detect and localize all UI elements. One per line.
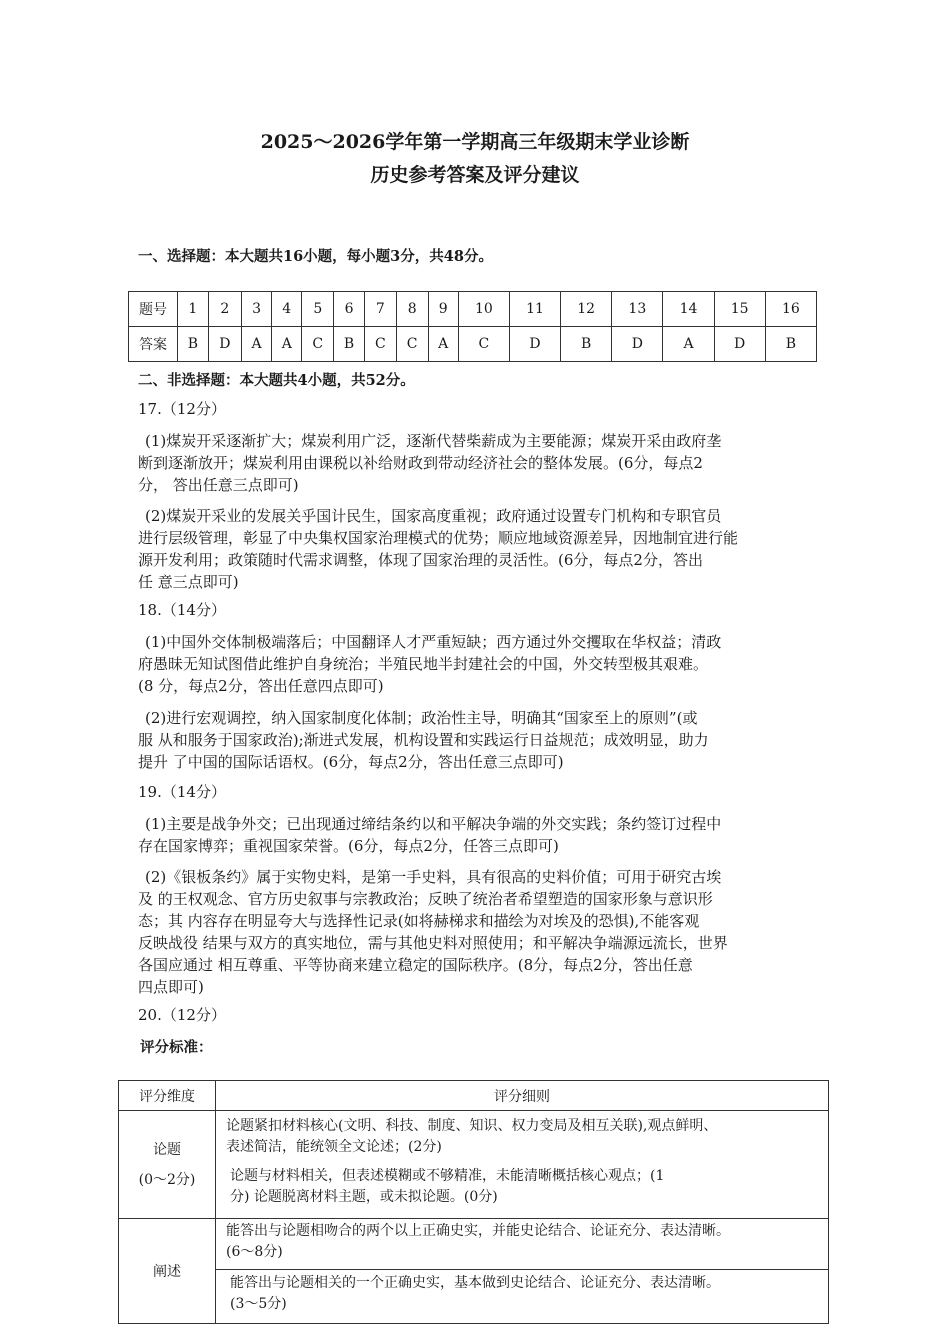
scoring-row-argument (119, 1219, 829, 1270)
answer-cell: B (561, 327, 612, 362)
answer-cell: D (714, 327, 765, 362)
answer-cell: D (509, 327, 560, 362)
answer-line: (1)主要是战争外交；已出现通过缔结条约以和平解决争端的外交实践；条约签订过程中 (145, 815, 722, 833)
answer-line: (2)煤炭开采业的发展关乎国计民生，国家高度重视；政府通过设置专门机构和专职官员 (145, 507, 722, 525)
answer-line: 府愚昧无知试图借此维护自身统治；半殖民地半封建社会的中国，外交转型极其艰难。 (138, 655, 709, 673)
answer-cell: C (302, 327, 334, 362)
question-17-answer-1 (138, 430, 825, 496)
answer-cell: C (396, 327, 428, 362)
question-number: 15 (714, 292, 765, 327)
detail-cell (216, 1160, 829, 1219)
answer-line: 进行层级管理，彰显了中央集权国家治理模式的优势；顺应地域资源差异，因地制宜进行能 (138, 529, 739, 547)
answer-cell: C (364, 327, 396, 362)
question-18-answer-2 (138, 707, 825, 773)
question-number: 8 (396, 292, 428, 327)
question-number: 3 (241, 292, 271, 327)
answer-line: 及 的王权观念、官方历史叙事与宗教政治；反映了统治者希望塑造的国家形象与意识形 (138, 890, 713, 908)
dimension-cell (119, 1219, 216, 1324)
dimension-column-header: 评分维度 (119, 1081, 216, 1111)
detail-line: 能答出与论题相关的一个正确史实，基本做到史论结合、论证充分、表达清晰。 (230, 1275, 720, 1291)
answer-line: (2)《银板条约》属于实物史料，是第一手史料，具有很高的史料价值；可用于研究古埃 (145, 868, 722, 886)
question-number: 10 (458, 292, 509, 327)
answer-line: 服 从和服务于国家政治);渐进式发展，机构设置和实践运行日益规范；成效明显，助力 (138, 731, 709, 749)
dimension-name: 阐述 (153, 1264, 181, 1280)
detail-line: (3～5分) (230, 1296, 287, 1312)
scoring-row-argument-2 (119, 1270, 829, 1324)
answer-line: 四点即可) (138, 978, 204, 996)
answer-cell: D (208, 327, 241, 362)
question-number: 5 (302, 292, 334, 327)
answer-cell: A (428, 327, 458, 362)
detail-line: 论题与材料相关，但表述模糊或不够精准，未能清晰概括核心观点；(1 (230, 1168, 665, 1184)
answer-line: (1)中国外交体制极端落后；中国翻译人才严重短缺；西方通过外交攫取在华权益；清政 (145, 633, 722, 651)
question-20-heading: 20.（12分） (138, 1006, 226, 1024)
answer-line: 反映战役 结果与双方的真实地位，需与其他史料对照使用；和平解决争端源远流长，世界 (138, 934, 728, 952)
detail-cell (216, 1111, 829, 1161)
answer-line: 存在国家博弈；重视国家荣誉。(6分，每点2分，任答三点即可) (138, 837, 559, 855)
question-number: 14 (663, 292, 714, 327)
section1-heading: 一、选择题：本大题共16小题，每小题3分，共48分。 (138, 248, 493, 265)
question-18-answer-1 (138, 631, 825, 697)
scoring-table-header (119, 1081, 829, 1111)
detail-cell (216, 1270, 829, 1324)
answer-table-number-row (129, 292, 817, 327)
dimension-cell (119, 1111, 216, 1219)
answer-row-label: 答案 (129, 327, 178, 362)
question-number: 7 (364, 292, 396, 327)
detail-cell (216, 1219, 829, 1270)
question-17-answer-2 (138, 505, 825, 593)
answer-cell: B (334, 327, 365, 362)
detail-line: 论题紧扣材料核心(文明、科技、制度、知识、权力变局及相互关联),观点鲜明、 (226, 1118, 718, 1134)
question-number: 1 (178, 292, 209, 327)
section2-heading: 二、非选择题：本大题共4小题，共52分。 (138, 372, 415, 389)
question-18-heading: 18.（14分） (138, 601, 226, 619)
answer-cell: A (241, 327, 271, 362)
question-17-heading: 17.（12分） (138, 400, 226, 418)
answer-line: 提升 了中国的国际话语权。(6分，每点2分，答出任意三点即可) (138, 753, 564, 771)
answer-line: 任 意三点即可) (138, 573, 239, 591)
detail-line: (6～8分) (226, 1244, 283, 1260)
answer-cell: D (612, 327, 663, 362)
dimension-range: (0～2分) (138, 1171, 196, 1188)
question-19-answer-1 (138, 813, 825, 857)
detail-line: 分) 论题脱离材料主题，或未拟论题。(0分) (230, 1189, 498, 1205)
scoring-row-thesis (119, 1111, 829, 1161)
page-subtitle: 历史参考答案及评分建议 (370, 164, 580, 186)
answer-cell: A (272, 327, 302, 362)
scoring-table (118, 1080, 829, 1324)
answer-line: 源开发利用；政策随时代需求调整，体现了国家治理的灵活性。(6分，每点2分，答出 (138, 551, 703, 569)
number-row-label: 题号 (129, 292, 178, 327)
answer-line: 各国应通过 相互尊重、平等协商来建立稳定的国际秩序。(8分，每点2分，答出任意 (138, 956, 693, 974)
answer-line: (8 分，每点2分，答出任意四点即可) (138, 677, 384, 695)
detail-line: 能答出与论题相吻合的两个以上正确史实，并能史论结合、论证充分、表达清晰。 (226, 1223, 730, 1239)
answer-cell: A (663, 327, 714, 362)
answer-line: 分， 答出任意三点即可) (138, 476, 299, 494)
dimension-name: 论题 (153, 1141, 181, 1158)
answer-line: 断到逐渐放开；煤炭利用由课税以补给财政到带动经济社会的整体发展。(6分，每点2 (138, 454, 703, 472)
question-number: 4 (272, 292, 302, 327)
answer-cell: B (765, 327, 816, 362)
answer-line: (2)进行宏观调控，纳入国家制度化体制；政治性主导，明确其“国家至上的原则”(或 (145, 709, 698, 727)
question-number: 9 (428, 292, 458, 327)
question-number: 16 (765, 292, 816, 327)
question-number: 6 (334, 292, 365, 327)
question-number: 2 (208, 292, 241, 327)
answer-line: 态；其 内容存在明显夸大与选择性记录(如将赫梯求和描绘为对埃及的恐惧),不能客观 (138, 912, 700, 930)
page-title: 2025～2026学年第一学期高三年级期末学业诊断 (260, 131, 690, 153)
scoring-criteria-heading: 评分标准： (140, 1039, 213, 1056)
answer-cell: B (178, 327, 209, 362)
answer-table (128, 291, 817, 362)
question-number: 13 (612, 292, 663, 327)
question-number: 11 (509, 292, 560, 327)
question-19-answer-2 (138, 866, 825, 998)
detail-column-header: 评分细则 (216, 1081, 829, 1111)
answer-table-answer-row (129, 327, 817, 362)
scoring-row-thesis-2 (119, 1160, 829, 1219)
question-19-heading: 19.（14分） (138, 783, 226, 801)
answer-cell: C (458, 327, 509, 362)
question-number: 12 (561, 292, 612, 327)
answer-line: (1)煤炭开采逐渐扩大；煤炭利用广泛，逐渐代替柴薪成为主要能源；煤炭开采由政府垄 (145, 432, 722, 450)
detail-line: 表述简洁，能统领全文论述；(2分) (226, 1139, 442, 1155)
